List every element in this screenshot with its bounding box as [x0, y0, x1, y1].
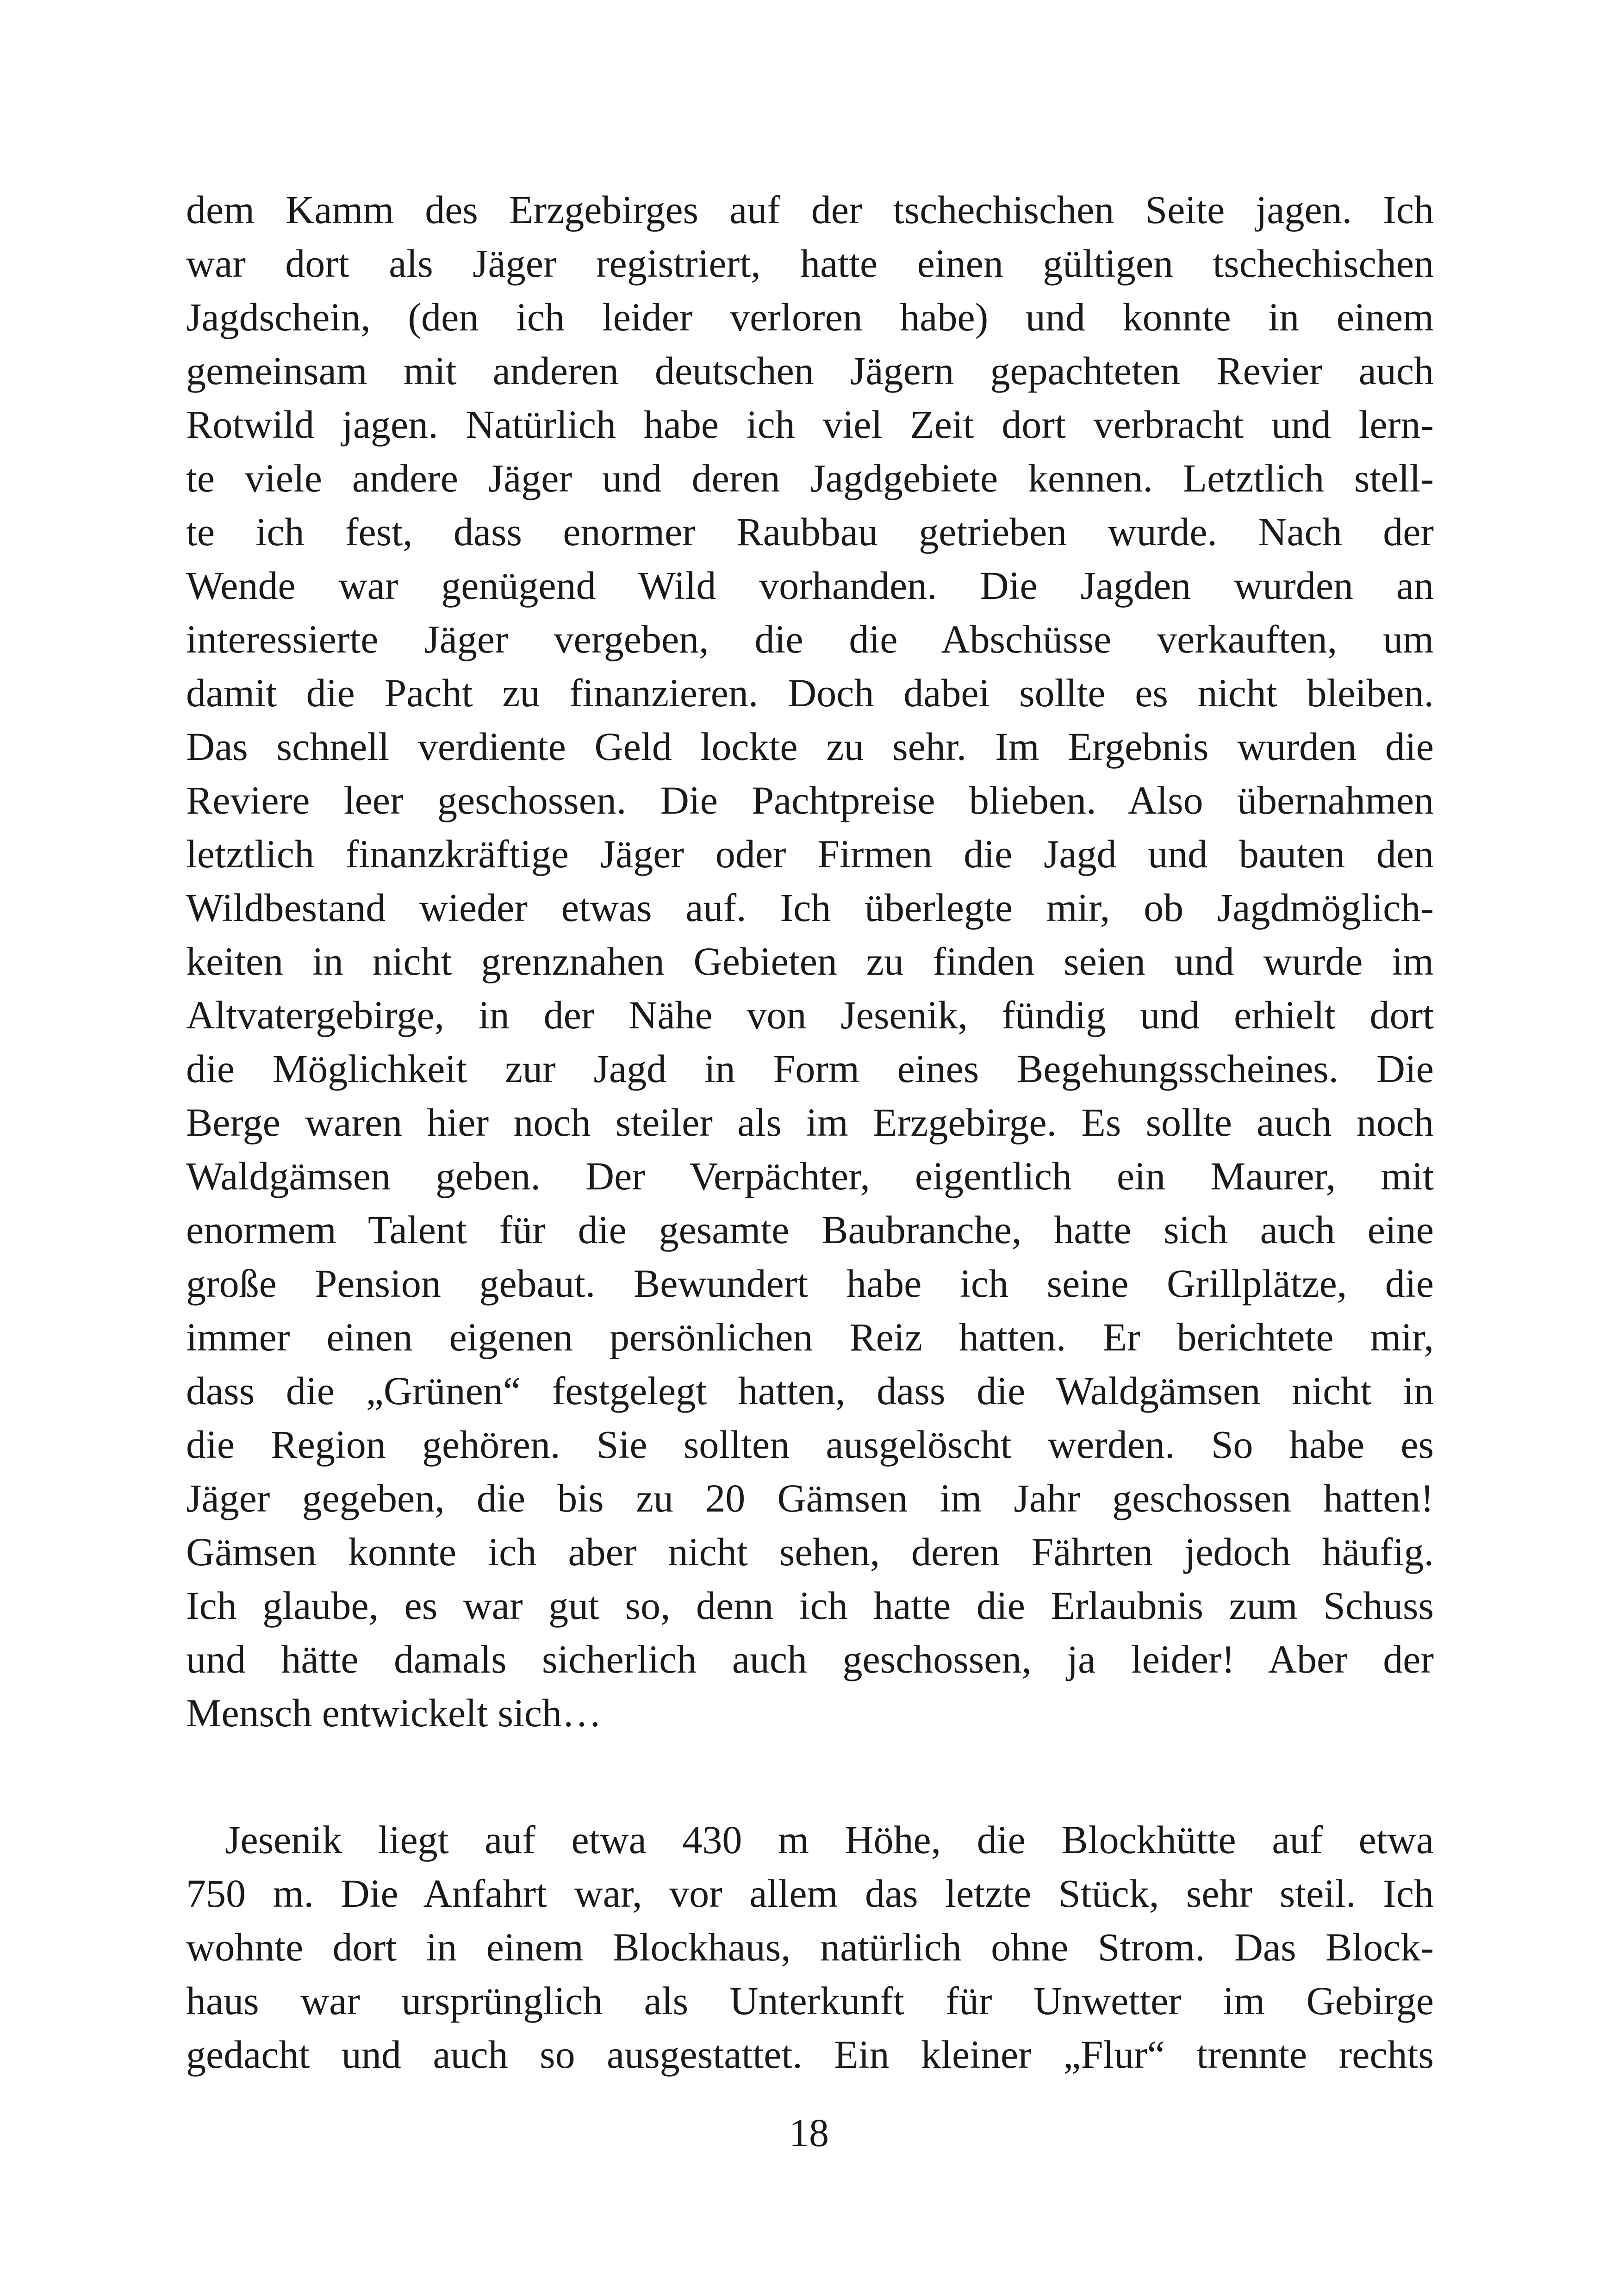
text-line: te ich fest, dass enormer Raubbau getrieben wurde. Nach der	[186, 510, 1434, 554]
text-line: immer einen eigenen persönlichen Reiz hatten. Er berichtete mir,	[186, 1315, 1434, 1359]
text-line: Jäger gegeben, die bis zu 20 Gämsen im Jahr geschossen hatten!	[186, 1476, 1434, 1520]
paragraph	[186, 1813, 1434, 2081]
text-line: die Möglichkeit zur Jagd in Form eines Begehungsscheines. Die	[186, 1046, 1434, 1091]
text-line: Das schnell verdiente Geld lockte zu sehr. Im Ergebnis wurden die	[186, 724, 1434, 769]
text-line: Ich glaube, es war gut so, denn ich hatte die Erlaubnis zum Schuss	[186, 1583, 1434, 1628]
text-line: Rotwild jagen. Natürlich habe ich viel Zeit dort verbracht und lern-	[186, 402, 1434, 447]
text-line: Reviere leer geschossen. Die Pachtpreise blieben. Also übernahmen	[186, 778, 1434, 822]
text-line: enormem Talent für die gesamte Baubranche, hatte sich auch eine	[186, 1207, 1434, 1252]
text-line: haus war ursprünglich als Unterkunft für Unwetter im Gebirge	[186, 1979, 1434, 2023]
text-line: 750 m. Die Anfahrt war, vor allem das letzte Stück, sehr steil. Ich	[186, 1871, 1434, 1916]
text-line: Altvatergebirge, in der Nähe von Jesenik, fündig und erhielt dort	[186, 993, 1434, 1037]
text-line: Jesenik liegt auf etwa 430 m Höhe, die Blockhütte auf etwa	[225, 1817, 1434, 1862]
body-text	[186, 183, 1434, 2081]
text-line: keiten in nicht grenznahen Gebieten zu finden seien und wurde im	[186, 939, 1434, 983]
text-line: Wildbestand wieder etwas auf. Ich überlegte mir, ob Jagdmöglich-	[186, 885, 1434, 930]
text-line: Jagdschein, (den ich leider verloren habe) und konnte in einem	[186, 295, 1434, 339]
text-line: dass die „Grünen“ festgelegt hatten, dass die Waldgämsen nicht in	[186, 1369, 1434, 1413]
paragraph	[186, 183, 1434, 1740]
text-line: gemeinsam mit anderen deutschen Jägern gepachteten Revier auch	[186, 348, 1434, 393]
text-line: Waldgämsen geben. Der Verpächter, eigentlich ein Maurer, mit	[186, 1154, 1434, 1198]
text-line: Berge waren hier noch steiler als im Erzgebirge. Es sollte auch noch	[186, 1100, 1434, 1145]
text-line: damit die Pacht zu finanzieren. Doch dabei sollte es nicht bleiben.	[186, 671, 1434, 715]
text-line: war dort als Jäger registriert, hatte einen gültigen tschechischen	[186, 241, 1434, 286]
paragraph-gap	[186, 1740, 1434, 1813]
text-line: Gämsen konnte ich aber nicht sehen, deren Fährten jedoch häufig.	[186, 1530, 1434, 1574]
text-line: Mensch entwickelt sich…	[186, 1691, 602, 1735]
text-line: letztlich finanzkräftige Jäger oder Firmen die Jagd und bauten den	[186, 832, 1434, 876]
text-line: große Pension gebaut. Bewundert habe ich seine Grillplätze, die	[186, 1261, 1434, 1306]
page-number: 18	[789, 2110, 829, 2155]
text-line: die Region gehören. Sie sollten ausgelöscht werden. So habe es	[186, 1422, 1434, 1467]
text-line: gedacht und auch so ausgestattet. Ein kleiner „Flur“ trennte rechts	[186, 2032, 1434, 2077]
text-line: te viele andere Jäger und deren Jagdgebiete kennen. Letztlich stell-	[186, 456, 1434, 500]
text-line: und hätte damals sicherlich auch geschossen, ja leider! Aber der	[186, 1637, 1434, 1681]
text-line: interessierte Jäger vergeben, die die Abschüsse verkauften, um	[186, 617, 1434, 661]
text-line: Wende war genügend Wild vorhanden. Die Jagden wurden an	[186, 563, 1434, 608]
text-line: dem Kamm des Erzgebirges auf der tschechischen Seite jagen. Ich	[186, 187, 1434, 232]
text-line: wohnte dort in einem Blockhaus, natürlich ohne Strom. Das Block-	[186, 1925, 1434, 1969]
